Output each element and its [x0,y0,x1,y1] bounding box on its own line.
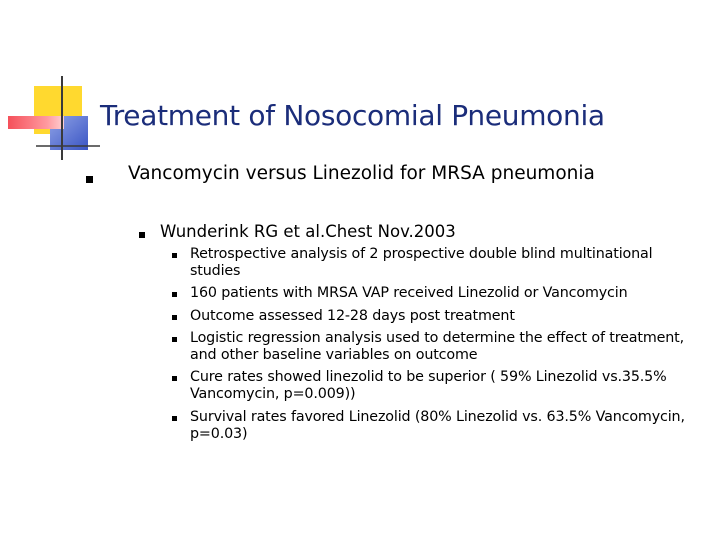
bullet-text-level2: Wunderink RG et al.Chest Nov.2003 [160,222,456,241]
sub-bullet-list [190,246,700,448]
bullet-level1 [86,176,93,183]
bullet-level2 [139,232,145,238]
list-item: Cure rates showed linezolid to be superior ( 59% Linezolid vs.35.5% Vancomycin, p=0.009)) [190,369,700,403]
list-item: Outcome assessed 12-28 days post treatment [190,308,700,325]
decorative-squares-logo [0,0,120,170]
list-item: Logistic regression analysis used to determine the effect of treatment, and other baseline variables on outcome [190,330,700,364]
list-item: 160 patients with MRSA VAP received Linezolid or Vancomycin [190,285,700,302]
slide-title: Treatment of Nosocomial Pneumonia [100,99,605,132]
bullet-text-level1: Vancomycin versus Linezolid for MRSA pneumonia [128,163,595,184]
list-item: Survival rates favored Linezolid (80% Linezolid vs. 63.5% Vancomycin, p=0.03) [190,409,700,443]
list-item: Retrospective analysis of 2 prospective double blind multinational studies [190,246,700,280]
